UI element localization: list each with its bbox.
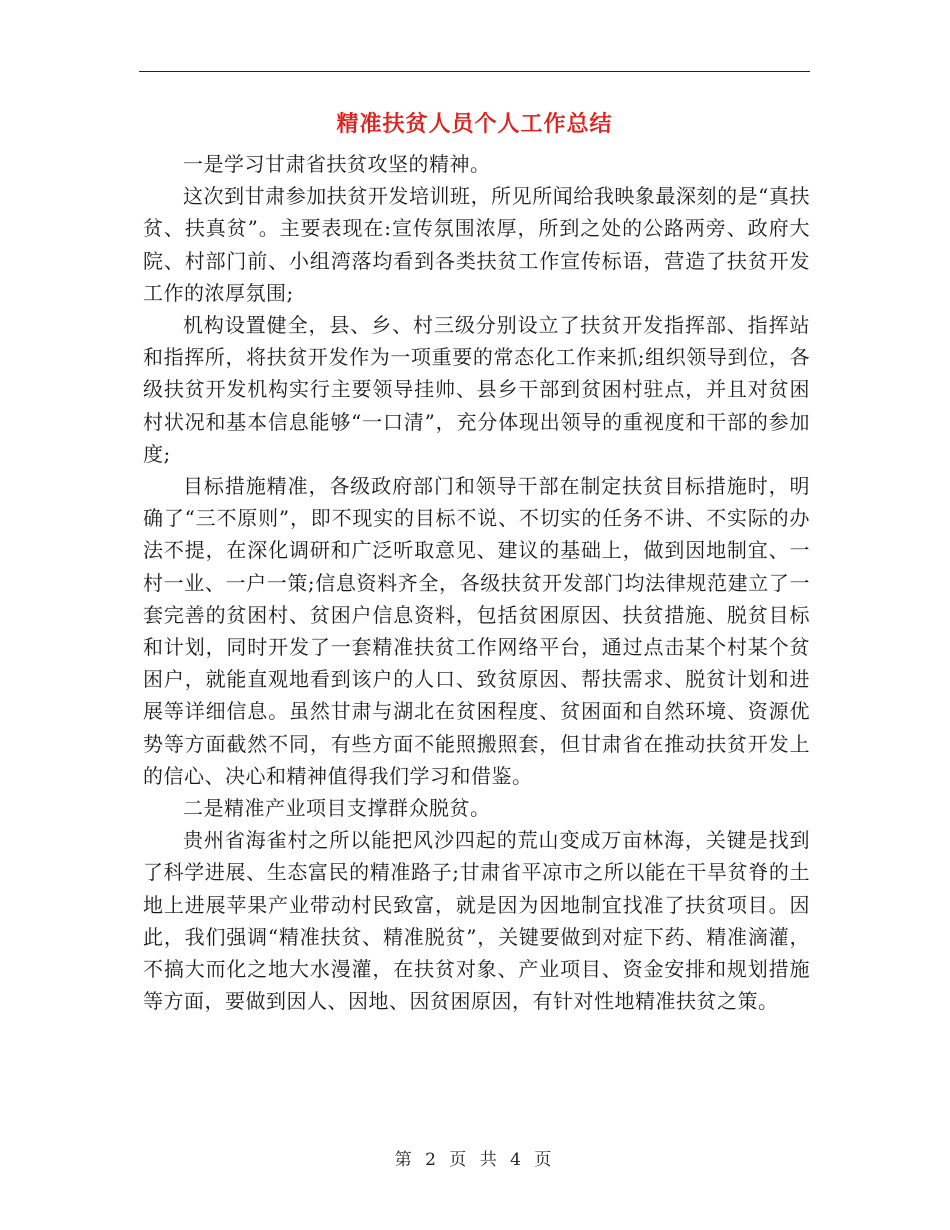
paragraph-5: 二是精准产业项目支撑群众脱贫。	[183, 796, 491, 821]
paragraph-1: 一是学习甘肃省扶贫攻坚的精神。	[183, 152, 491, 176]
document-body	[143, 148, 810, 1017]
paragraph-6: 贵州省海雀村之所以能把风沙四起的荒山变成万亩林海，关键是找到了科学进展、生态富民的精准路子;甘肃省平凉市之所以能在干旱贫脊的土地上进展苹果产业带动村民致富，就是因为因地制宜找准了扶贫项目。因此，我们强调“精准扶贫、精准脱贫”，关键要做到对症下药、精准滴灌，不搞大而化之地大水漫灌，在扶贫对象、产业项目、资金安排和规划措施等方面，要做到因人、因地、因贫困原因，有针对性地精准扶贫之策。	[143, 828, 810, 1014]
paragraph-4: 目标措施精准，各级政府部门和领导干部在制定扶贫目标措施时，明确了“三不原则”，即不现实的目标不说、不切实的任务不讲、不实际的办法不提，在深化调研和广泛听取意见、建议的基础上，做到因地制宜、一村一业、一户一策;信息资料齐全，各级扶贫开发部门均法律规范建立了一套完善的贫困村、贫困户信息资料，包括贫困原因、扶贫措施、脱贫目标和计划，同时开发了一套精准扶贫工作网络平台，通过点击某个村某个贫困户，就能直观地看到该户的人口、致贫原因、帮扶需求、脱贫计划和进展等详细信息。虽然甘肃与湖北在贫困程度、贫困面和自然环境、资源优势等方面截然不同，有些方面不能照搬照套，但甘肃省在推动扶贫开发上的信心、决心和精神值得我们学习和借鉴。	[143, 474, 810, 788]
document-title: 精准扶贫人员个人工作总结	[336, 112, 613, 137]
header-rule	[139, 71, 810, 72]
paragraph-3: 机构设置健全，县、乡、村三级分别设立了扶贫开发指挥部、指挥站和指挥所，将扶贫开发作为一项重要的常态化工作来抓;组织领导到位，各级扶贫开发机构实行主要领导挂帅、县乡干部到贫困村驻点，并且对贫困村状况和基本信息能够“一口清”，充分体现出领导的重视度和干部的参加度;	[143, 313, 810, 466]
paragraph-2: 这次到甘肃参加扶贫开发培训班，所见所闻给我映象最深刻的是“真扶贫、扶真贫”。主要表现在:宣传氛围浓厚，所到之处的公路两旁、政府大院、村部门前、小组湾落均看到各类扶贫工作宣传标语，营造了扶贫开发工作的浓厚氛围;	[143, 184, 810, 305]
page-footer: 第 2 页 共 4 页	[394, 1150, 556, 1170]
